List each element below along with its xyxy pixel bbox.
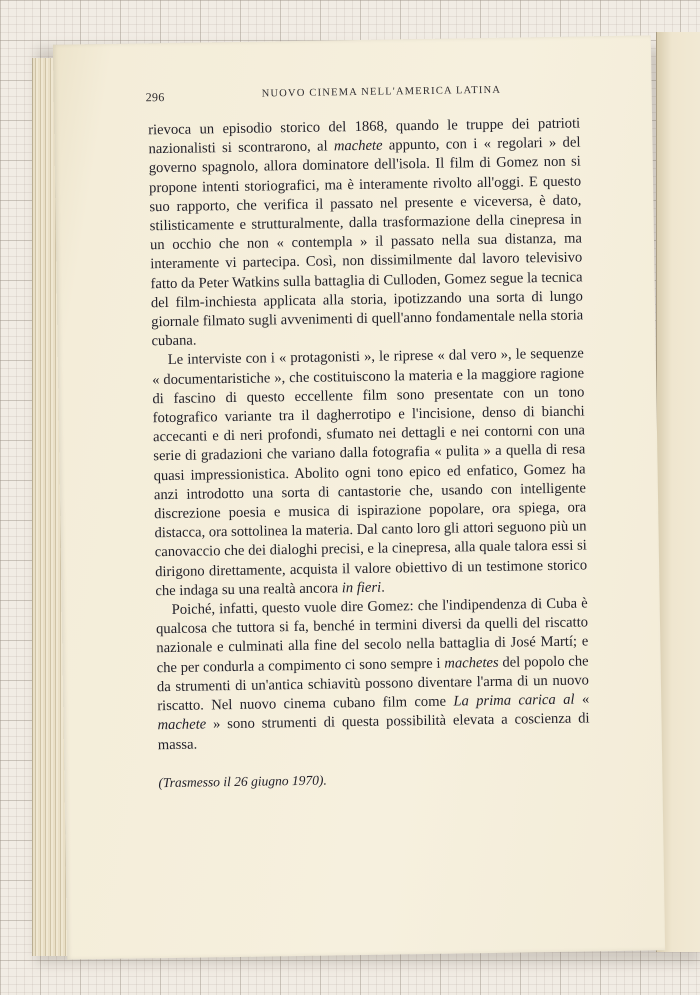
text-span: Poiché, infatti, questo vuole dire Gomez: che l'indipendenza di Cuba è qualcosa che tuttora si fa, benché in termini diversi da quelli del riscatto nazionale e culminati alla fine del secolo nella battaglia di José Martí; e che per condurla a compimento ci sono sempre i — [155, 595, 589, 676]
text-span: . — [381, 579, 385, 596]
text-span: rievoca un episodio storico del 1868, quando le truppe dei patrioti nazionalisti si scontrarono, al — [148, 115, 581, 158]
broadcast-note: (Trasmesso il 26 giugno 1970). — [158, 772, 327, 790]
text-span: del popolo che da strumenti di un'antica schiavitù possono diventare l'arma di un nuovo riscatto. Nel nuovo cinema cubano film come — [156, 653, 590, 715]
paragraph-2 — [152, 345, 588, 601]
text-span: appunto, con i « regolari » del governo spagnolo, allora dominatore dell'isola. Il film di Gomez non si propone intenti storiografici, ma è interamente rivolto all'oggi. E questo suo rapporto, che verifica il passato nel presente e viceversa, è dato, stilisticamente e strutturalmente, dalla trasformazione della cinepresa in un occhio che non « contempla » il passato nella sua distanza, ma interamente vi partecipa. Così, non dissimilmente dal lavoro televisivo fatto da Peter Watkins sulla battaglia di Culloden, Gomez segue la tecnica del film-inchiesta applicata alla storia, ipotizzando una sorta di lungo giornale filmato sugli avvenimenti di quell'anno fondamentale nella storia cubana. — [148, 134, 584, 350]
running-title: NUOVO CINEMA NELL'AMERICA LATINA — [261, 84, 502, 100]
italic-term: machetes — [444, 654, 499, 672]
italic-term: machete — [333, 137, 383, 155]
paragraph-3 — [156, 595, 590, 755]
film-title: La prima carica al — [453, 691, 575, 710]
page-header — [146, 84, 572, 111]
film-title: machete — [157, 716, 207, 734]
page-number: 296 — [145, 90, 165, 105]
paragraph-1 — [148, 114, 584, 351]
text-span: « — [574, 691, 590, 708]
italic-term: in fieri — [341, 579, 382, 597]
body-text — [148, 114, 590, 792]
text-span: Le interviste con i « protagonisti », le riprese « dal vero », le sequenze « documentaristiche », che costituiscono la materia e la maggiore ragione di fascino di questo eccellente film sono presentate con un tono fotografico variante tra il dagherrotipo e l'incisione, denso di bianchi accecanti e di neri profondi, sfumato nei dettagli e nei contorni con una serie di gradazioni che variano dalla fotografia « pulita » a quella di resa quasi impressionistica. Abolito ogni tono epico ed enfatico, Gomez ha anzi introdotto una sorta di cantastorie che, usando con intelligente discrezione poesia e musica di ispirazione popolare, ora spiega, ora distacca, ora sottolinea la materia. Dal canto loro gli attori seguono più un canovaccio che dei dialoghi precisi, e la cinepresa, alla quale talora essi si dirigono direttamente, acquista il valore obiettivo di un testimone storico che indaga su una realtà ancora — [152, 345, 588, 600]
text-span: » sono strumenti di questa possibilità elevata a coscienza di massa. — [157, 710, 590, 753]
book-page — [53, 35, 665, 959]
